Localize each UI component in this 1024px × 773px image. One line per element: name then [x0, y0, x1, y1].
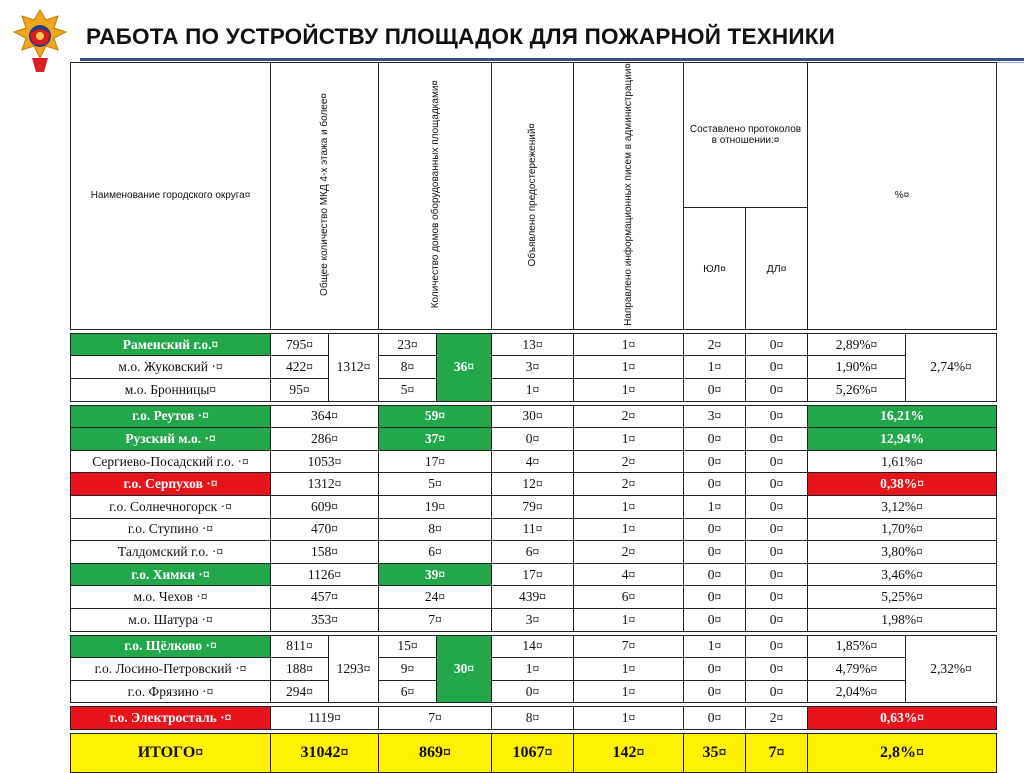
- table-header-row: [71, 63, 997, 208]
- row-name: г.о. Лосино-Петровский ·¤: [71, 658, 271, 681]
- group2-mkd-total: 1293¤: [329, 635, 379, 703]
- header-letters: Направлено информационных писем в администрации¤: [574, 63, 684, 330]
- table-row: м.о. Шатура ·¤ 353¤ 7¤ 3¤ 1¤ 0¤ 0¤ 1,98%¤: [71, 609, 997, 632]
- row-name: г.о. Щёлково ·¤: [71, 635, 271, 658]
- row-name: Рузский м.о. ·¤: [71, 428, 271, 451]
- row-name: м.о. Чехов ·¤: [71, 586, 271, 609]
- header-warned: Объявлено предостережений¤: [492, 63, 574, 330]
- group1-pct-total: 2,74%¤: [906, 333, 997, 401]
- title-divider: [80, 58, 1024, 61]
- group1-mkd-total: 1312¤: [329, 333, 379, 401]
- row-name: г.о. Химки ·¤: [71, 563, 271, 586]
- row-name: г.о. Фрязино ·¤: [71, 680, 271, 703]
- table-row: г.о. Фрязино ·¤ 294¤ 6¤ 0¤ 1¤ 0¤ 0¤ 2,04%¤: [71, 680, 997, 703]
- header-equipped: Количество домов оборудованных площадками¤: [379, 63, 492, 330]
- row-name: м.о. Бронницы¤: [71, 379, 271, 402]
- row-name: г.о. Солнечногорск ·¤: [71, 496, 271, 519]
- header-pct: %¤: [808, 63, 997, 330]
- table-row: г.о. Электросталь ·¤ 1119¤ 7¤ 8¤ 1¤ 0¤ 2¤ 0,63%¤: [71, 707, 997, 730]
- table-row: г.о. Реутов ·¤ 364¤ 59¤ 30¤ 2¤ 3¤ 0¤ 16,21%: [71, 405, 997, 428]
- group1-equipped-total: 36¤: [437, 333, 492, 401]
- header-mkd: Общее количество МКД 4-х этажа и более¤: [271, 63, 379, 330]
- row-name: м.о. Шатура ·¤: [71, 609, 271, 632]
- row-name: Талдомский г.о. ·¤: [71, 541, 271, 564]
- emergency-ministry-emblem-icon: [8, 6, 72, 78]
- table-row: м.о. Бронницы¤ 95¤ 5¤ 1¤ 1¤ 0¤ 0¤ 5,26%¤: [71, 379, 997, 402]
- row-name: г.о. Ступино ·¤: [71, 518, 271, 541]
- table-row: г.о. Щёлково ·¤ 811¤ 1293¤ 15¤ 30¤ 14¤ 7¤ 1¤ 0¤ 1,85%¤ 2,32%¤: [71, 635, 997, 658]
- header-name: Наименование городского округа¤: [71, 63, 271, 330]
- row-name: м.о. Жуковский ·¤: [71, 356, 271, 379]
- table-row: Рузский м.о. ·¤ 286¤ 37¤ 0¤ 1¤ 0¤ 0¤ 12,94%: [71, 428, 997, 451]
- row-name: г.о. Серпухов ·¤: [71, 473, 271, 496]
- table-row: м.о. Жуковский ·¤ 422¤ 8¤ 3¤ 1¤ 1¤ 0¤ 1,90%¤: [71, 356, 997, 379]
- row-name: Раменский г.о.¤: [71, 333, 271, 356]
- table-row: г.о. Серпухов ·¤ 1312¤ 5¤ 12¤ 2¤ 0¤ 0¤ 0,38%¤: [71, 473, 997, 496]
- table-row: г.о. Ступино ·¤ 470¤ 8¤ 11¤ 1¤ 0¤ 0¤ 1,70%¤: [71, 518, 997, 541]
- page-title: РАБОТА ПО УСТРОЙСТВУ ПЛОЩАДОК ДЛЯ ПОЖАРНОЙ ТЕХНИКИ: [86, 24, 836, 49]
- group2-pct-total: 2,32%¤: [906, 635, 997, 703]
- table-row: г.о. Химки ·¤ 1126¤ 39¤ 17¤ 4¤ 0¤ 0¤ 3,46%¤: [71, 563, 997, 586]
- table-row: г.о. Лосино-Петровский ·¤ 188¤ 9¤ 1¤ 1¤ 0¤ 0¤ 4,79%¤: [71, 658, 997, 681]
- fire-platforms-table: [70, 62, 997, 773]
- table-row: м.о. Чехов ·¤ 457¤ 24¤ 439¤ 6¤ 0¤ 0¤ 5,25%¤: [71, 586, 997, 609]
- row-name: Сергиево-Посадский г.о. ·¤: [71, 450, 271, 473]
- table-row: Раменский г.о.¤ 795¤ 1312¤ 23¤ 36¤ 13¤ 1¤ 2¤ 0¤ 2,89%¤ 2,74%¤: [71, 333, 997, 356]
- group2-equipped-total: 30¤: [437, 635, 492, 703]
- row-name: г.о. Электросталь ·¤: [71, 707, 271, 730]
- header-yul: ЮЛ¤: [684, 208, 746, 330]
- total-label: ИТОГО¤: [71, 733, 271, 772]
- header-dl: ДЛ¤: [746, 208, 808, 330]
- table-row: г.о. Солнечногорск ·¤ 609¤ 19¤ 79¤ 1¤ 1¤ 0¤ 3,12%¤: [71, 496, 997, 519]
- table-row: Талдомский г.о. ·¤ 158¤ 6¤ 6¤ 2¤ 0¤ 0¤ 3,80%¤: [71, 541, 997, 564]
- total-row: ИТОГО¤ 31042¤ 869¤ 1067¤ 142¤ 35¤ 7¤ 2,8%¤: [71, 733, 997, 772]
- header-protocols: Составлено протоколов в отношении:¤: [684, 63, 808, 208]
- row-name: г.о. Реутов ·¤: [71, 405, 271, 428]
- table-row: Сергиево-Посадский г.о. ·¤ 1053¤ 17¤ 4¤ 2¤ 0¤ 0¤ 1,61%¤: [71, 450, 997, 473]
